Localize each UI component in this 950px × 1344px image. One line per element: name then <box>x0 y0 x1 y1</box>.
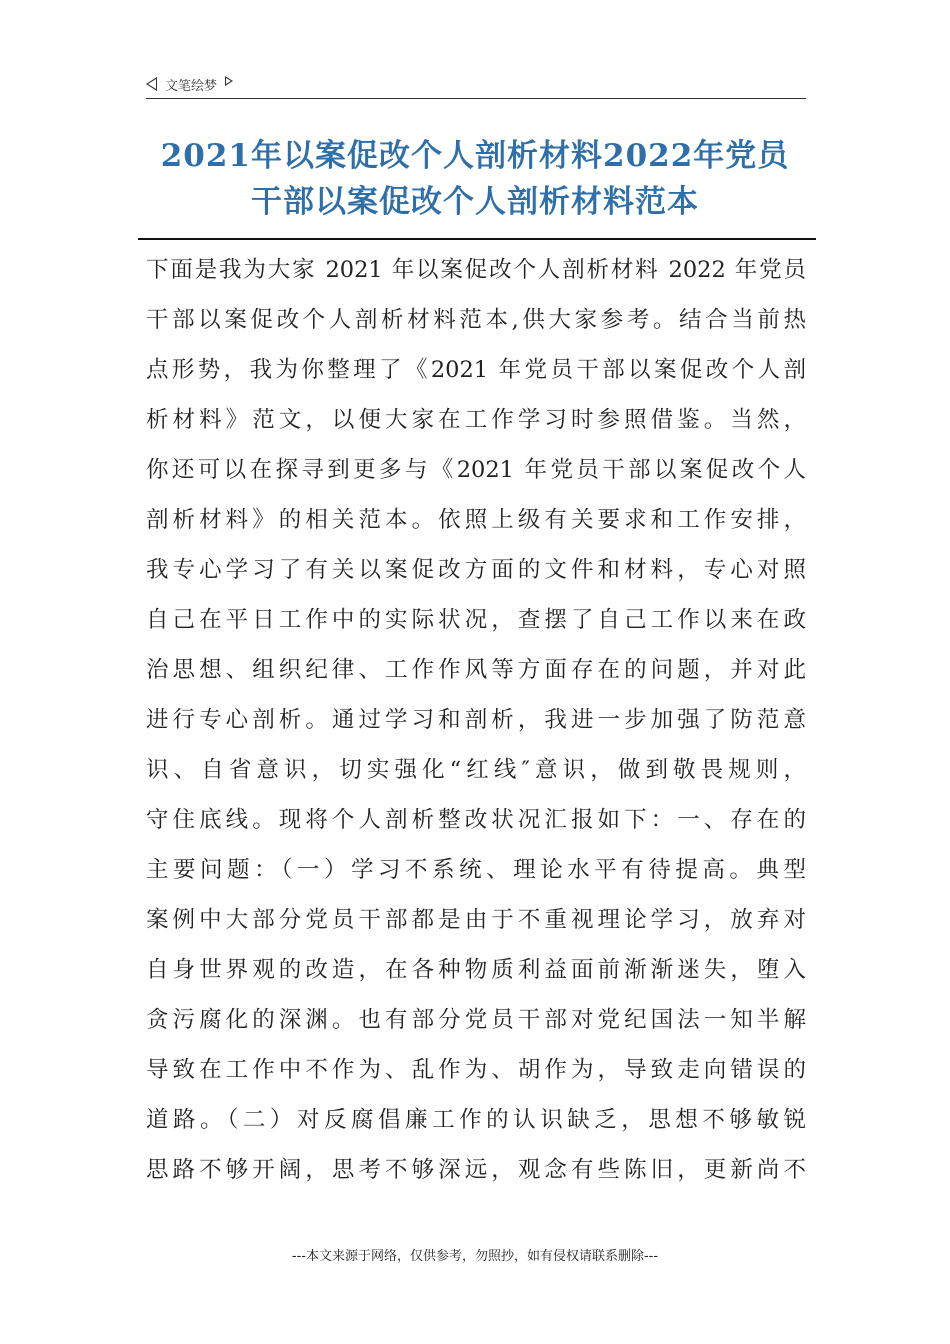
header-label: 文笔绘梦 <box>165 78 218 94</box>
body-line: 你还可以在探寻到更多与《2021 年党员干部以案促改个人 <box>146 457 806 483</box>
body-line: 点形势，我为你整理了《2021 年党员干部以案促改个人剖 <box>146 357 806 383</box>
body-line: 我专心学习了有关以案促改方面的文件和材料，专心对照 <box>146 557 806 583</box>
body-line: 道路。（二）对反腐倡廉工作的认识缺乏，思想不够敏锐 <box>146 1107 806 1133</box>
body-line: 自身世界观的改造，在各种物质利益面前渐渐迷失，堕入 <box>146 957 806 983</box>
document-header <box>146 72 233 96</box>
body-line: 析材料》范文，以便大家在工作学习时参照借鉴。当然， <box>146 407 806 433</box>
body-line: 导致在工作中不作为、乱作为、胡作为，导致走向错误的 <box>146 1057 806 1083</box>
body-line: 治思想、组织纪律、工作作风等方面存在的问题，并对此 <box>146 657 806 683</box>
body-line: 主要问题：（一）学习不系统、理论水平有待提高。典型 <box>146 857 806 883</box>
body-line: 识、自省意识，切实强化“红线″意识，做到敬畏规则， <box>146 757 806 783</box>
body-line: 进行专心剖析。通过学习和剖析，我进一步加强了防范意 <box>146 707 806 733</box>
body-line: 自己在平日工作中的实际状况，查摆了自己工作以来在政 <box>146 607 806 633</box>
header-divider <box>146 98 806 99</box>
body-line: 守住底线。现将个人剖析整改状况汇报如下：一、存在的 <box>146 807 806 833</box>
title-divider <box>138 238 816 240</box>
body-line: 案例中大部分党员干部都是由于不重视理论学习，放弃对 <box>146 907 806 933</box>
body-line: 剖析材料》的相关范本。依照上级有关要求和工作安排， <box>146 507 806 533</box>
document-footer: ---本文来源于网络，仅供参考，勿照抄，如有侵权请联系删除--- <box>291 1249 659 1264</box>
body-line: 下面是我为大家 2021 年以案促改个人剖析材料 2022 年党员 <box>146 257 806 283</box>
title-line-1: 2021年以案促改个人剖析材料2022年党员 <box>160 138 790 174</box>
title-line-2: 干部以案促改个人剖析材料范本 <box>251 184 699 220</box>
triangle-right-icon <box>225 76 233 86</box>
triangle-left-icon <box>146 77 157 91</box>
body-line: 干部以案促改个人剖析材料范本,供大家参考。结合当前热 <box>146 307 806 333</box>
body-paragraph <box>146 245 806 1195</box>
body-line: 思路不够开阔，思考不够深远，观念有些陈旧，更新尚不 <box>146 1157 806 1183</box>
body-line: 贪污腐化的深渊。也有部分党员干部对党纪国法一知半解 <box>146 1007 806 1033</box>
document-title <box>140 133 810 225</box>
